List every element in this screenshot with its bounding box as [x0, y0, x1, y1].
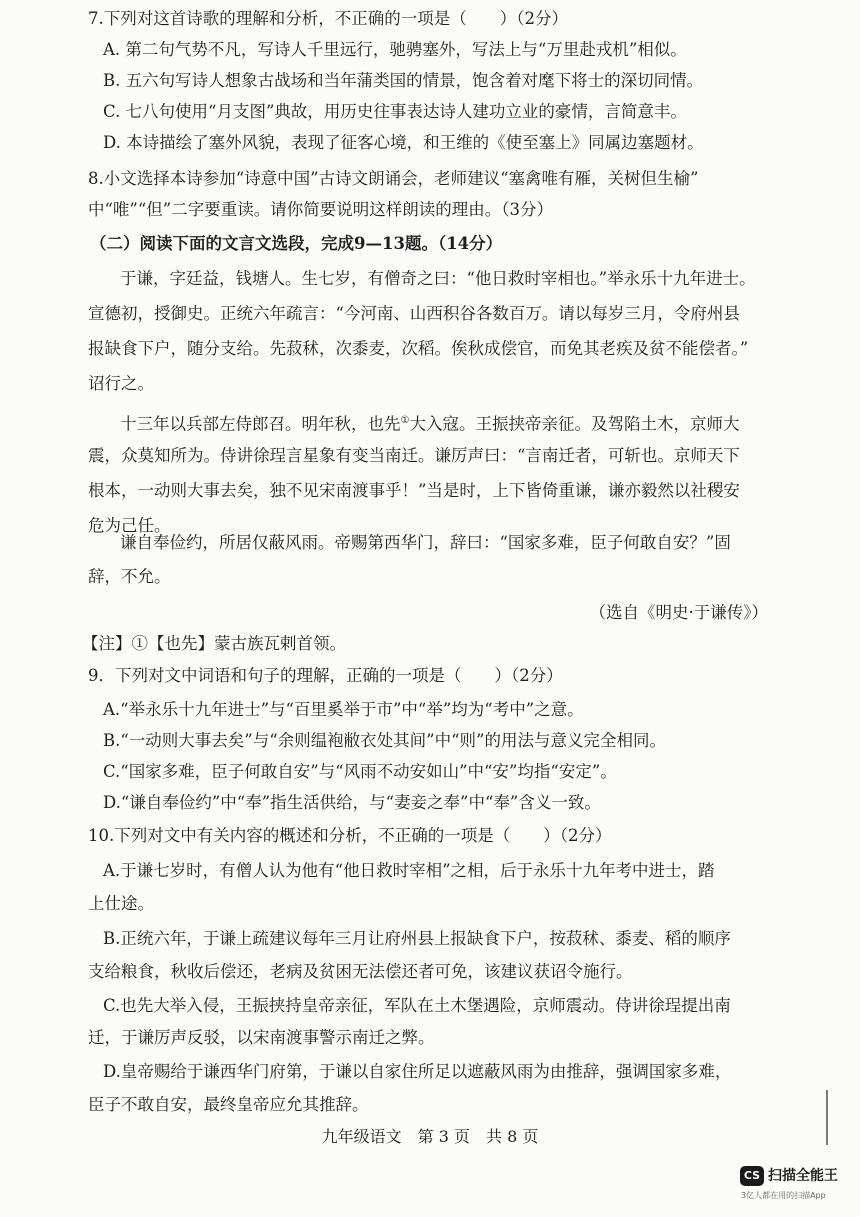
q9-option-d: D.“谦自奉俭约”中“奉”指生活供给，与“妻妾之奉”中“奉”含义一致。: [103, 793, 601, 812]
passage-p1-line-2: 宣德初，授御史。正统六年疏言：“今河南、山西积谷各数百万。请以每岁三月，令府州县: [88, 304, 740, 323]
passage-source: （选自《明史·于谦传》）: [589, 603, 768, 622]
q9-option-a: A.“举永乐十九年进士”与“百里奚举于市”中“举”均为“考中”之意。: [103, 700, 584, 719]
passage-p2-line-3: 根本，一动则大事去矣，独不见宋南渡事乎！”当是时，上下皆倚重谦，谦亦毅然以社稷安: [88, 481, 740, 500]
passage-note: 【注】①【也先】蒙古族瓦剌首领。: [82, 634, 346, 653]
q7-option-a: A. 第二句气势不凡，写诗人千里远行，驰骋塞外，写法上与“万里赴戎机”相似。: [103, 40, 687, 59]
q8-line-1: 8.小文选择本诗参加“诗意中国”古诗文朗诵会，老师建议“塞禽唯有雁，关树但生榆”: [88, 169, 699, 188]
passage-p2-text-a: 十三年以兵部左侍郎召。明年秋，也先: [120, 414, 401, 434]
q9-option-c: C.“国家多难，臣子何敢自安”与“风雨不动安如山”中“安”均指“安定”。: [103, 762, 617, 781]
q10-option-b-line-2: 支给粮食，秋收后偿还，老病及贫困无法偿还者可免，该建议获诏令施行。: [88, 962, 633, 981]
q7-stem: 7.下列对这首诗歌的理解和分析，不正确的一项是（ ）（2分）: [88, 9, 568, 28]
q8-line-2: 中“唯”“但”二字要重读。请你简要说明这样朗读的理由。（3分）: [88, 200, 553, 219]
section-title: （二）阅读下面的文言文选段，完成9—13题。（14分）: [90, 234, 503, 253]
q7-option-d: D. 本诗描绘了塞外风貌，表现了征客心境，和王维的《使至塞上》同属边塞题材。: [103, 133, 704, 152]
passage-p2-line-1: [120, 410, 739, 436]
q10-option-a-line-1: A.于谦七岁时，有僧人认为他有“他日救时宰相”之相，后于永乐十九年考中进士，踏: [103, 861, 715, 880]
q10-option-c-line-2: 迁，于谦厉声反驳，以宋南渡事警示南迁之弊。: [88, 1028, 435, 1047]
scan-edge-mark: [826, 1090, 828, 1145]
q7-option-b: B. 五六句写诗人想象古战场和当年蒲类国的情景，饱含着对麾下将士的深切同情。: [103, 71, 704, 90]
passage-p3-line-1: 谦自奉俭约，所居仅蔽风雨。帝赐第西华门，辞曰：“国家多难，臣子何敢自安？”固: [120, 533, 731, 552]
watermark-name: 扫描全能王: [768, 1168, 838, 1184]
passage-p2-line-4: 危为己任。: [88, 516, 171, 535]
passage-p3-line-2: 辞，不允。: [88, 567, 171, 586]
q10-option-b-line-1: B.正统六年，于谦上疏建议每年三月让府州县上报缺食下户，按菽秫、黍麦、稻的顺序: [103, 929, 731, 948]
passage-p2-line-2: 震，众莫知所为。侍讲徐珵言星象有变当南迁。谦厉声曰：“言南迁者，可斩也。京师天下: [88, 446, 740, 465]
q10-option-a-line-2: 上仕途。: [88, 894, 154, 913]
passage-p2-text-b: 大入寇。王振挟帝亲征。及驾陷土木，京师大: [409, 414, 740, 434]
passage-p1-line-4: 诏行之。: [88, 374, 154, 393]
q10-option-c-line-1: C.也先大举入侵，王振挟持皇帝亲征，军队在土木堡遇险，京师震动。侍讲徐珵提出南: [103, 996, 731, 1015]
q9-stem: 9．下列对文中词语和句子的理解，正确的一项是（ ）（2分）: [88, 666, 563, 685]
watermark-tagline: 3亿人都在用的扫描App: [741, 1191, 826, 1200]
passage-p1-line-3: 报缺食下户，随分支给。先菽秫，次黍麦，次稻。俟秋成偿官，而免其老疾及贫不能偿者。”: [88, 339, 749, 358]
q7-option-c: C. 七八句使用“月支图”典故，用历史往事表达诗人建功立业的豪情，言简意丰。: [103, 102, 687, 121]
q10-stem: 10.下列对文中有关内容的概述和分析，不正确的一项是（ ）（2分）: [88, 826, 612, 845]
camscanner-logo-icon: CS: [740, 1166, 764, 1186]
q10-option-d-line-2: 臣子不敢自安，最终皇帝应允其推辞。: [88, 1095, 369, 1114]
page-footer: 九年级语文 第 3 页 共 8 页: [321, 1127, 539, 1146]
passage-p1-line-1: 于谦，字廷益，钱塘人。生七岁，有僧奇之曰：“他日救时宰相也。”举永乐十九年进士。: [120, 269, 756, 288]
footnote-marker: ①: [400, 415, 410, 426]
q10-option-d-line-1: D.皇帝赐给于谦西华门府第，于谦以自家住所足以遮蔽风雨为由推辞，强调国家多难，: [103, 1062, 732, 1081]
q9-option-b: B.“一动则大事去矣”与“余则缊袍敝衣处其间”中“则”的用法与意义完全相同。: [103, 731, 666, 750]
